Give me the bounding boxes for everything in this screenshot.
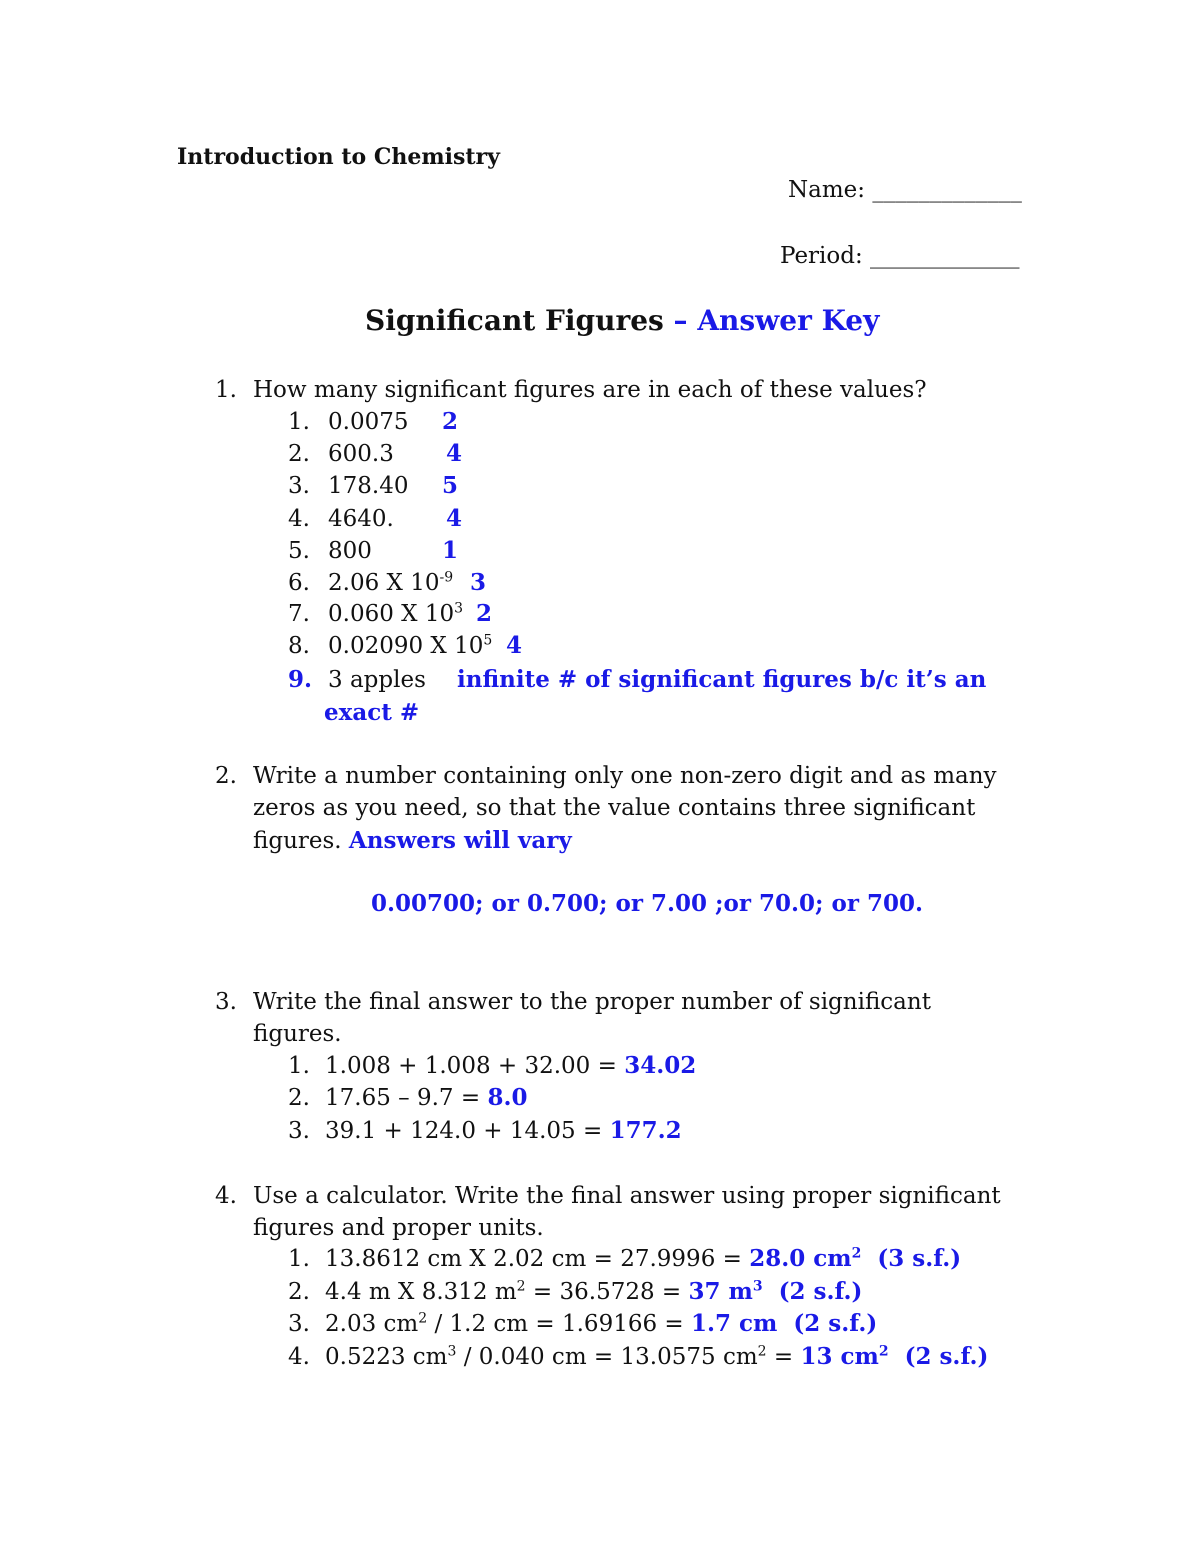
title-key: Answer Key (697, 304, 880, 337)
q3-item: 17.65 – 9.7 = 8.0 (325, 1084, 528, 1111)
q1-item-answer: 4 (446, 505, 463, 532)
q1-item-value: 2.06 X $10^{-9}$ (328, 569, 454, 596)
q3-item-num: 3. (288, 1118, 310, 1144)
q4-item-num: 1. (288, 1246, 310, 1272)
q4-item-num: 2. (288, 1279, 310, 1305)
q1-item-value: 178.40 (328, 473, 409, 499)
q4-item-answer: 37 $m^3$ (2 s.f.) (688, 1278, 863, 1305)
q4-item: 4.4 m X 8.312 $m^2 = 36.5728 = 37$ $m^3$ (2 s.f.) (325, 1278, 863, 1305)
q1-item-answer: infinite # of significant figures b/c it’s an (457, 666, 987, 693)
q3-item-answer: 177.2 (609, 1117, 682, 1144)
title-dash: – (663, 304, 698, 337)
q4-item-num: 4. (288, 1344, 310, 1370)
q3-item: 1.008 + 1.008 + 32.00 = 34.02 (325, 1052, 697, 1079)
q1-item-value: 800 (328, 538, 372, 564)
course-title: Introduction to Chemistry (177, 144, 500, 170)
q2-text-line: figures. Answers will vary (253, 827, 572, 854)
q3-item: 39.1 + 124.0 + 14.05 = 177.2 (325, 1117, 682, 1144)
q4-item-answer: 13 $cm^2$ (2 s.f.) (800, 1343, 989, 1370)
q4-item: 13.8612 cm X 2.02 cm = 27.9996 = 28.0 $cm^2$ (3 s.f.) (325, 1245, 962, 1272)
q4-item-answer: 28.0 $cm^2$ (3 s.f.) (749, 1245, 962, 1272)
q4-item-answer: 1.7 cm (2 s.f.) (691, 1310, 878, 1337)
q2-number: 2. (215, 763, 237, 789)
q1-item-value: 0.0075 (328, 409, 409, 435)
q4-text-line: Use a calculator. Write the final answer using proper significant (253, 1183, 1001, 1209)
q1-item-value: 4640. (328, 506, 394, 532)
q1-item-value: 3 apples (328, 667, 426, 693)
title-main: Significant Figures (365, 304, 664, 337)
q1-item-num: 9. (288, 666, 313, 693)
q1-item-num: 6. (288, 570, 310, 596)
q1-number: 1. (215, 377, 237, 403)
q1-item-num: 5. (288, 538, 310, 564)
q2-text-line: zeros as you need, so that the value contains three significant (253, 795, 976, 821)
q4-item-num: 3. (288, 1311, 310, 1337)
q1-item-num: 4. (288, 506, 310, 532)
q1-item-num: 8. (288, 633, 310, 659)
q3-item-num: 2. (288, 1085, 310, 1111)
q1-item-num: 3. (288, 473, 310, 499)
q2-note: Answers will vary (348, 827, 572, 854)
q1-item-value: 0.060 X $10^3$ (328, 600, 464, 627)
q4-item: 2.03 $cm^2 / 1.2$ cm = 1.69166 = 1.7 cm (2 s.f.) (325, 1310, 878, 1337)
q3-item-answer: 8.0 (487, 1084, 528, 1111)
q1-item-value: 0.02090 X $10^5$ (328, 632, 493, 659)
q4-item: 0.5223 $cm^3 / 0.040$ cm = 13.0575 $cm^2 = 13$ $cm^2$ (2 s.f.) (325, 1343, 989, 1370)
q1-item-num: 7. (288, 601, 310, 627)
q1-item-num: 2. (288, 441, 310, 467)
q4-text-line: figures and proper units. (253, 1215, 544, 1241)
name-field[interactable]: Name: _____________ (788, 177, 1022, 203)
q1-item-num: 1. (288, 409, 310, 435)
q2-answers: 0.00700; or 0.700; or 7.00 ;or 70.0; or 700. (371, 890, 923, 917)
q1-text: How many significant figures are in each of these values? (253, 377, 927, 403)
q3-item-num: 1. (288, 1053, 310, 1079)
q3-number: 3. (215, 989, 237, 1015)
q3-text-line: Write the final answer to the proper number of significant (253, 989, 931, 1015)
q1-item-answer: 5 (442, 472, 459, 499)
page-title (365, 304, 879, 337)
q1-item-answer-cont: exact # (324, 699, 420, 726)
q1-item-answer: 1 (442, 537, 459, 564)
q1-item-answer: 3 (470, 569, 487, 596)
q2-text-line: Write a number containing only one non-zero digit and as many (253, 763, 997, 789)
q1-item-answer: 2 (476, 600, 493, 627)
q4-number: 4. (215, 1183, 237, 1209)
q3-text-line: figures. (253, 1021, 342, 1047)
q1-item-answer: 4 (446, 440, 463, 467)
q1-item-answer: 2 (442, 408, 459, 435)
q1-item-answer: 4 (506, 632, 523, 659)
q3-item-answer: 34.02 (624, 1052, 697, 1079)
period-field[interactable]: Period: _____________ (780, 243, 1020, 269)
q1-item-value: 600.3 (328, 441, 394, 467)
